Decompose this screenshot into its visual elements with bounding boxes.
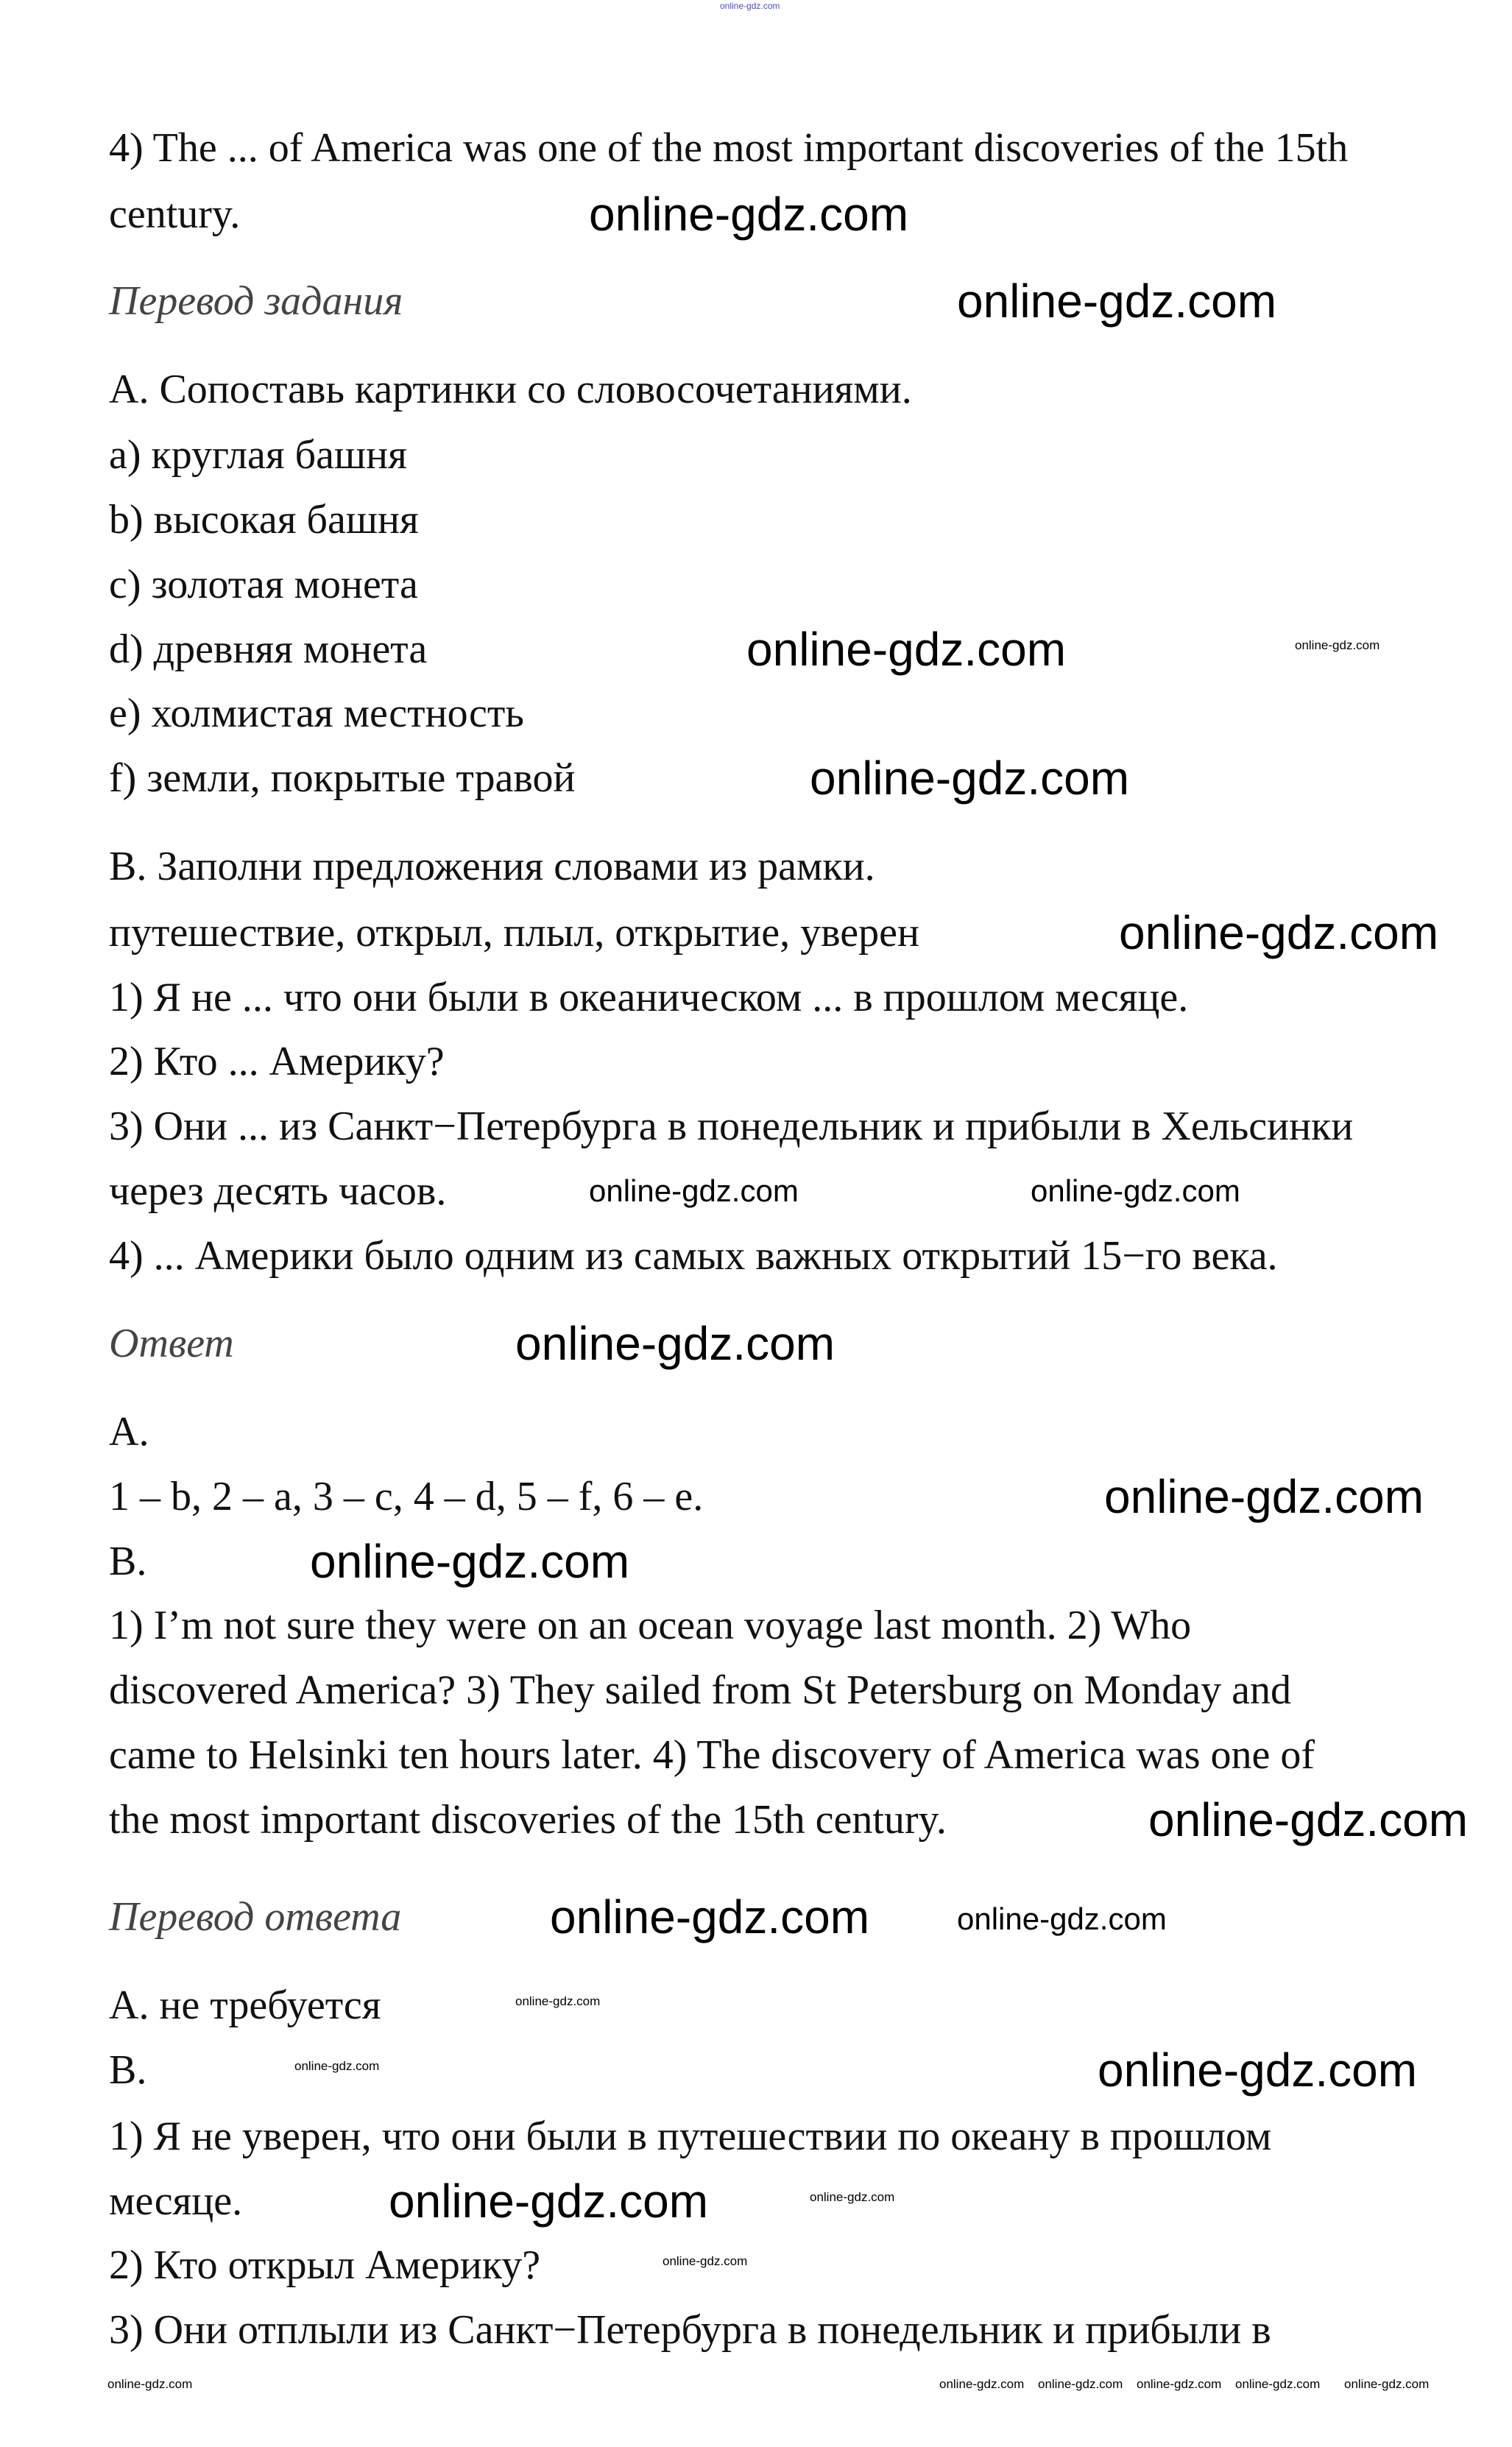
text-line: b) высокая башня [109,497,419,543]
text-line: A. не требуется [109,1982,381,2028]
watermark: online-gdz.com [1031,1173,1240,1208]
watermark: online-gdz.com [1119,906,1438,959]
watermark: online-gdz.com [1104,1470,1424,1523]
watermark: online-gdz.com [589,1173,799,1208]
text-line: B. [109,2047,147,2093]
watermark: online-gdz.com [810,752,1129,805]
text-line: the most important discoveries of the 15th century. [109,1797,947,1843]
watermark: online-gdz.com [810,2190,895,2204]
watermark: online-gdz.com [1295,638,1380,652]
text-line: месяце. [109,2178,243,2224]
watermark: online-gdz.com [589,188,908,241]
watermark: online-gdz.com [107,2377,193,2391]
text-line: e) холмистая местность [109,691,524,736]
text-line: путешествие, открыл, плыл, открытие, уверен [109,910,919,956]
watermark: online-gdz.com [1038,2377,1123,2391]
watermark: online-gdz.com [663,2254,748,2268]
text-line: d) древняя монета [109,626,428,672]
text-line: 3) Они отплыли из Санкт−Петербурга в понедельник и прибыли в [109,2307,1271,2353]
watermark: online-gdz.com [310,1535,629,1588]
text-line: A. [109,1409,149,1455]
text-line: came to Helsinki ten hours later. 4) The discovery of America was one of [109,1732,1315,1778]
watermark: online-gdz.com [1137,2377,1222,2391]
text-line: 1) Я не уверен, что они были в путешествии по океану в прошлом [109,2114,1272,2159]
section-heading: Ответ [109,1321,234,1366]
text-line: через десять часов. [109,1168,447,1214]
watermark: online-gdz.com [515,1317,835,1370]
text-line: 2) Кто ... Америку? [109,1039,445,1084]
watermark: online-gdz.com [957,1902,1167,1936]
text-line: discovered America? 3) They sailed from St Petersburg on Monday and [109,1667,1291,1713]
watermark: online-gdz.com [1235,2377,1321,2391]
text-line: c) золотая монета [109,562,418,607]
watermark: online-gdz.com [515,1994,601,2008]
text-line: 1) I’m not sure they were on an ocean voyage last month. 2) Who [109,1603,1192,1648]
text-line: 2) Кто открыл Америку? [109,2242,541,2288]
watermark: online-gdz.com [294,2059,380,2073]
text-line: century. [109,191,241,237]
watermark: online-gdz.com [939,2377,1025,2391]
text-line: a) круглая башня [109,432,407,478]
text-line: 4) The ... of America was one of the most important discoveries of the 15th [109,125,1349,171]
watermark: online-gdz.com [1344,2377,1430,2391]
watermark: online-gdz.com [550,1890,869,1943]
text-line: B. [109,1539,147,1584]
section-heading: Перевод ответа [109,1894,402,1940]
text-line: 1 – b, 2 – a, 3 – c, 4 – d, 5 – f, 6 – e. [109,1474,704,1519]
watermark: online-gdz.com [1148,1793,1468,1846]
text-line: f) земли, покрытые травой [109,755,576,801]
text-line: 3) Они ... из Санкт−Петербурга в понедельник и прибыли в Хельсинки [109,1104,1354,1149]
text-line: B. Заполни предложения словами из рамки. [109,844,875,889]
text-line: 1) Я не ... что они были в океаническом ... в прошлом месяце. [109,975,1189,1020]
watermark: online-gdz.com [389,2175,708,2228]
text-line: A. Сопоставь картинки со словосочетаниями. [109,367,912,412]
section-heading: Перевод задания [109,278,403,324]
watermark: online-gdz.com [746,623,1066,676]
text-line: 4) ... Америки было одним из самых важных открытий 15−го века. [109,1233,1278,1279]
watermark: online-gdz.com [957,275,1276,328]
watermark: online-gdz.com [720,1,780,11]
watermark: online-gdz.com [1098,2044,1417,2097]
